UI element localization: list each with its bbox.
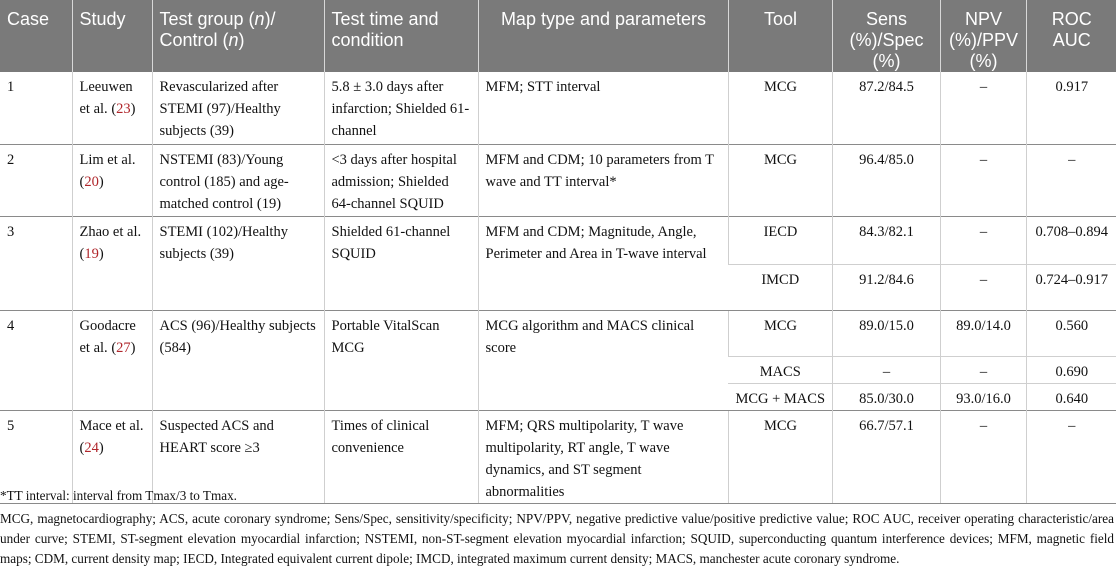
cell-study: Lim et al. (20) [72,144,152,216]
reference-link[interactable]: 19 [84,245,99,262]
header-test-group: Test group (n)/ Control (n) [152,0,324,72]
table-footnotes [0,486,1116,569]
cell-map-type: MCG algorithm and MACS clinical score [478,310,728,410]
cell-case: 4 [0,310,72,410]
reference-link[interactable]: 20 [84,173,99,190]
cell-sens-spec: 96.4/85.0 [832,144,940,216]
cell-sens-spec: 85.0/30.0 [832,383,940,410]
cell-npv-ppv: – [940,264,1026,310]
cell-study: Goodacre et al. (27) [72,310,152,410]
cell-map-type: MFM and CDM; 10 parameters from T wave and TT interval* [478,144,728,216]
cell-npv-ppv: – [940,72,1026,144]
cell-test-group: NSTEMI (83)/Young control (185) and age-matched control (19) [152,144,324,216]
cell-sens-spec: – [832,356,940,383]
reference-link[interactable]: 23 [116,101,131,117]
header-study: Study [72,0,152,72]
table-row [0,310,1116,356]
cell-tool: IMCD [728,264,832,310]
study-name: Zhao et al. [79,223,142,240]
cell-sens-spec: 89.0/15.0 [832,310,940,356]
cell-npv-ppv: – [940,356,1026,383]
cell-study: Zhao et al. (19) [72,216,152,310]
table-body [0,72,1116,503]
cell-tool: MCG + MACS [728,383,832,410]
header-tool: Tool [728,0,832,72]
study-name: Leeuwen et al. [79,79,133,117]
cell-test-group: Suspected ACS and HEART score ≥3 [152,410,324,503]
footnote-abbreviations: MCG, magnetocardiography; ACS, acute coronary syndrome; Sens/Spec, sensitivity/specificity; NPV/PPV, negative predictive value/positive predictive value; ROC AUC, receiver operating characteristic/area under curve; STEMI, ST-segment elevation myocardial infarction; NSTEMI, non-ST-segment elevation myocardial infarction; SQUID, superconducting quantum interference devices; MFM, magnetic field maps; CDM, current density map; IECD, Integrated equivalent current dipole; IMCD, integrated maximum current density; MACS, manchester acute coronary syndrome. [0,511,1114,566]
footnote-tt-interval: *TT interval: interval from Tmax/3 to Tmax. [0,488,237,503]
cell-case: 5 [0,410,72,503]
cell-roc-auc: 0.724–0.917 [1026,264,1116,310]
cell-roc-auc: 0.708–0.894 [1026,216,1116,264]
cell-map-type: MFM; STT interval [478,72,728,144]
study-name: Lim et al. [79,151,136,168]
cell-npv-ppv: – [940,144,1026,216]
cell-sens-spec: 87.2/84.5 [832,72,940,144]
cell-case: 2 [0,144,72,216]
cell-tool: IECD [728,216,832,264]
cell-test-group: Revascularized after STEMI (97)/Healthy subjects (39) [152,72,324,144]
cell-tool: MCG [728,310,832,356]
cell-npv-ppv: 93.0/16.0 [940,383,1026,410]
cell-tool: MACS [728,356,832,383]
cell-tool: MCG [728,72,832,144]
cell-roc-auc: 0.560 [1026,310,1116,356]
study-name: Goodacre et al. [79,317,136,356]
cell-roc-auc: 0.917 [1026,72,1116,144]
cell-tool: MCG [728,410,832,503]
cell-test-group: STEMI (102)/Healthy subjects (39) [152,216,324,310]
cell-npv-ppv: – [940,216,1026,264]
cell-test-time: Portable VitalScan MCG [324,310,478,410]
cell-test-time: <3 days after hospital admission; Shielded 64-channel SQUID [324,144,478,216]
cell-test-time: Shielded 61-channel SQUID [324,216,478,310]
header-roc-auc: ROC AUC [1026,0,1116,72]
reference-link[interactable]: 27 [116,339,131,356]
cell-roc-auc: – [1026,410,1116,503]
reference-link[interactable]: 24 [84,439,99,456]
cell-npv-ppv: – [940,410,1026,503]
table-row [0,216,1116,264]
cell-sens-spec: 91.2/84.6 [832,264,940,310]
cell-test-group: ACS (96)/Healthy subjects (584) [152,310,324,410]
cell-case: 3 [0,216,72,310]
study-name: Mace et al. [79,417,144,434]
cell-test-time: Times of clinical convenience [324,410,478,503]
cell-map-type: MFM and CDM; Magnitude, Angle, Perimeter and Area in T-wave interval [478,216,728,310]
cell-npv-ppv: 89.0/14.0 [940,310,1026,356]
header-map-type: Map type and parameters [478,0,728,72]
cell-test-time: 5.8 ± 3.0 days after infarction; Shielded 61-channel [324,72,478,144]
cell-sens-spec: 66.7/57.1 [832,410,940,503]
cell-case: 1 [7,79,15,95]
cell-study: Mace et al. (24) [72,410,152,503]
table-row [0,144,1116,216]
header-case: Case [0,0,72,72]
header-npv-ppv: NPV (%)/PPV (%) [940,0,1026,72]
cell-tool: MCG [728,144,832,216]
header-test-time: Test time and condition [324,0,478,72]
header-row [0,0,1116,72]
cell-roc-auc: – [1026,144,1116,216]
table-row [0,72,1116,144]
cell-study: Leeuwen et al. (23) [72,72,152,144]
cell-roc-auc: 0.690 [1026,356,1116,383]
cell-map-type: MFM; QRS multipolarity, T wave multipolarity, RT angle, T wave dynamics, and ST segment abnormalities [478,410,728,503]
cell-roc-auc: 0.640 [1026,383,1116,410]
cell-sens-spec: 84.3/82.1 [832,216,940,264]
header-sens-spec: Sens (%)/Spec (%) [832,0,940,72]
